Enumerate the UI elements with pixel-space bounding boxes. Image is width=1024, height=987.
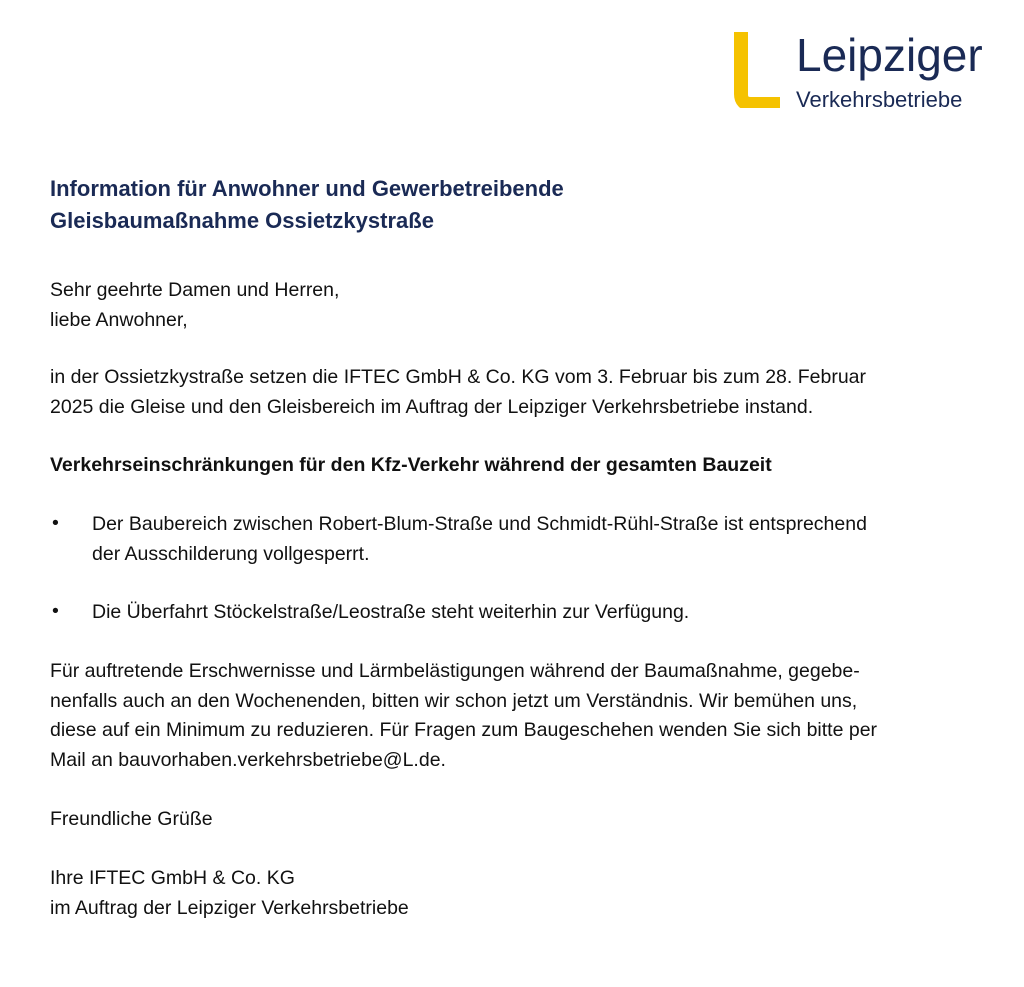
bullet-1-line-1: Der Baubereich zwischen Robert-Blum-Straße und Schmidt-Rühl-Straße ist entsprechend [92, 513, 867, 535]
signature-line-1: Ihre IFTEC GmbH & Co. KG [50, 867, 295, 889]
bullet-2-text: Die Überfahrt Stöckelstraße/Leostraße steht weiterhin zur Verfügung. [92, 601, 690, 623]
closing-line-3: diese auf ein Minimum zu reduzieren. Für Fragen zum Baugeschehen wenden Sie sich bitte per [50, 719, 878, 741]
intro-line-1: in der Ossietzkystraße setzen die IFTEC GmbH & Co. KG vom 3. Februar bis zum 28. Februar [50, 366, 867, 388]
regards: Freundliche Grüße [50, 808, 213, 830]
greeting-line-1: Sehr geehrte Damen und Herren, [50, 279, 340, 301]
logo-l-icon [734, 32, 780, 108]
greeting [50, 276, 339, 335]
greeting-line-2: liebe Anwohner, [50, 308, 188, 331]
intro-paragraph [50, 363, 866, 422]
logo-text-leipziger: Leipziger [796, 29, 983, 81]
intro-line-2: 2025 die Gleise und den Gleisbereich im Auftrag der Leipziger Verkehrsbetriebe instand. [50, 395, 814, 418]
heading-line-1: Information für Anwohner und Gewerbetreibende [50, 176, 564, 201]
document-heading [50, 173, 564, 237]
bullet-1-text [92, 510, 867, 569]
closing-line-4: Mail an bauvorhaben.verkehrsbetriebe@L.de. [50, 748, 446, 771]
signature-line-2: im Auftrag der Leipziger Verkehrsbetriebe [50, 896, 409, 919]
heading-line-2: Gleisbaumaßnahme Ossietzkystraße [50, 208, 434, 233]
closing-line-2: nenfalls auch an den Wochenenden, bitten wir schon jetzt um Verständnis. Wir bemühen uns, [50, 689, 858, 712]
bullet-1-marker: • [52, 512, 59, 534]
company-logo [734, 29, 994, 112]
bullet-1-line-2: der Ausschilderung vollgesperrt. [92, 542, 370, 565]
subheading: Verkehrseinschränkungen für den Kfz-Verkehr während der gesamten Bauzeit [50, 454, 772, 476]
bullet-2-marker: • [52, 600, 59, 622]
closing-paragraph [50, 657, 877, 775]
logo-text-verkehrsbetriebe: Verkehrsbetriebe [796, 87, 963, 112]
closing-line-1: Für auftretende Erschwernisse und Lärmbelästigungen während der Baumaßnahme, gegebe- [50, 660, 860, 682]
signature [50, 864, 409, 923]
